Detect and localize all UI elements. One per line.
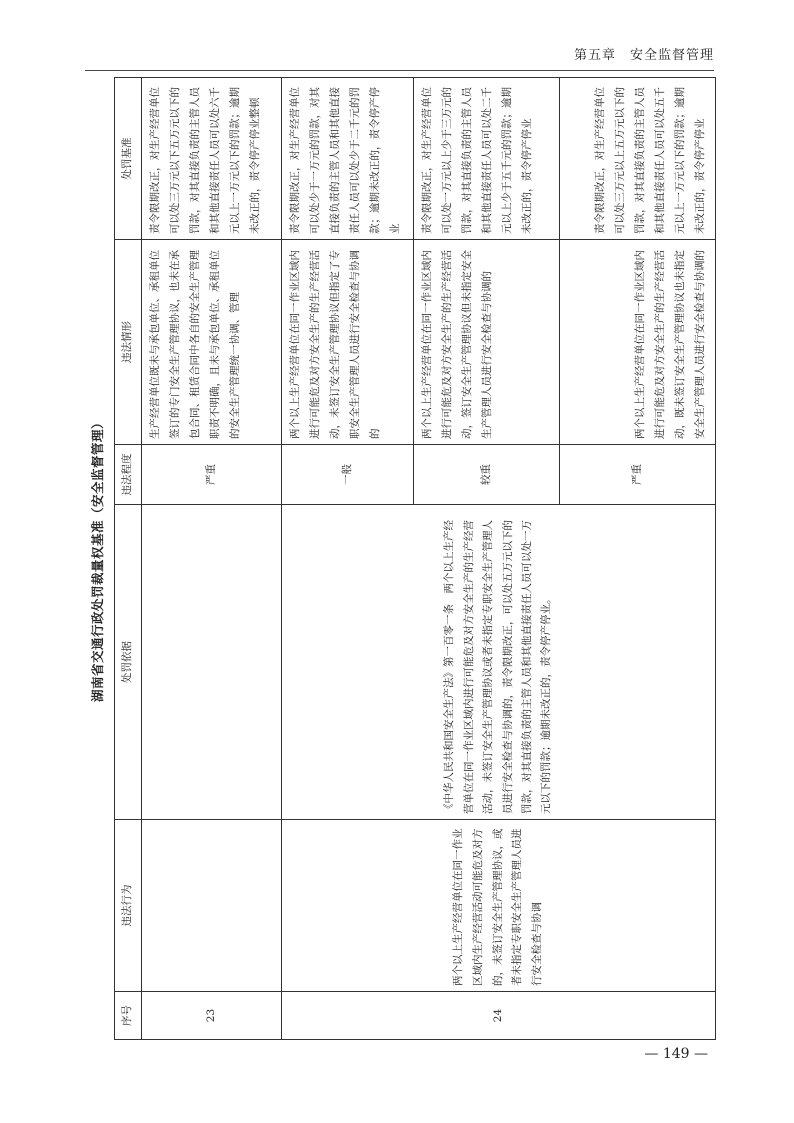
row23-degree: 严重 [142, 445, 282, 505]
row23-standard: 责令限期改正，对生产经营单位可以处三万元以下五万元以下的罚款，对其直接负责的主管人员和其他直接责任人员可以处六千元以上一万元以下的罚款；逾期未改正的，责令停产停业整顿 [142, 78, 282, 240]
row23-basis [142, 505, 282, 820]
header-rule [85, 70, 714, 71]
header-degree: 违法程度 [115, 445, 142, 505]
table-row [282, 78, 414, 1040]
row24-situation-3: 两个以上生产经营单位在同一作业区域内进行可能危及对方安全生产的生产经营活动，既未签订安全生产管理协议也未指定安全生产管理人员进行安全检查与协调的 [560, 240, 716, 445]
row24-standard-2: 责令限期改正，对生产经营单位可以处一万元以上少于三万元的罚款，对其直接负责的主管人员和其他直接责任人员可以处二千元以上少于五千元的罚款；逾期未改正的，责令停产停业 [414, 78, 560, 240]
row24-standard-1: 责令限期改正，对生产经营单位可以处少于一万元的罚款，对其直接负责的主管人员和其他直接责任人员可以处少于二千元的罚款；逾期未改正的，责令停产停业 [282, 78, 414, 240]
header-act: 违法行为 [115, 820, 142, 992]
row23-no: 23 [142, 992, 282, 1040]
header-standard: 处罚基准 [115, 78, 142, 240]
row24-degree-2: 较重 [414, 445, 560, 505]
header-situation: 违法情形 [115, 240, 142, 445]
row24-standard-3: 责令限期改正，对生产经营单位可以处三万元以上五万元以下的罚款，对其直接负责的主管人员和其他直接责任人员可以处五千元以上一万元以下的罚款；逾期未改正的，责令停产停业 [560, 78, 716, 240]
row24-basis: 《中华人民共和国安全生产法》第一百零一条 两个以上生产经营单位在同一作业区域内进行可能危及对方安全生产的生产经营活动，未签订安全生产管理协议或者未指定专职安全生产管理人员进行安全检查与协调的，责令限期改正，可以处五万元以下的罚款，对其直接负责的主管人员和其他直接责任人员可以处一万元以下的罚款；逾期未改正的，责令停产停业。 [282, 505, 716, 820]
row24-degree-3: 严重 [560, 445, 716, 505]
row24-degree-1: 一般 [282, 445, 414, 505]
chapter-header: 第五章 安全监督管理 [573, 48, 714, 63]
row23-situation: 生产经营单位既未与承包单位、承租单位签订的专门安全生产管理协议，也未在承包合同、租赁合同中各自的安全生产管理职责不明确，且未与承包单位、承租单位的安全生产管理统一协调、管理 [142, 240, 282, 445]
penalty-table [114, 77, 716, 1040]
table-row [142, 78, 282, 1040]
row24-situation-2: 两个以上生产经营单位在同一作业区域内进行可能危及对方安全生产的生产经营活动，签订安全生产管理协议但未指定安全生产管理人员进行安全检查与协调的 [414, 240, 560, 445]
row24-no: 24 [282, 992, 716, 1040]
row24-situation-1: 两个以上生产经营单位在同一作业区域内进行可能危及对方安全生产的生产经营活动，未签订安全生产管理协议但指定了专职安全生产管理人员进行安全检查与协调的 [282, 240, 414, 445]
table-title: 湖南省交通行政处罚裁量权基准（安全监督管理） [90, 416, 105, 703]
row23-act [142, 820, 282, 992]
header-no: 序号 [115, 992, 142, 1040]
page-number: — 149 — [644, 1046, 708, 1062]
table-header-row [115, 78, 142, 1040]
rotated-table-stage [90, 78, 710, 1040]
header-basis: 处罚依据 [115, 505, 142, 820]
row24-act: 两个以上生产经营单位在同一作业区域内生产经营活动可能危及对方的，未签订安全生产管理协议，或者未指定专职安全生产管理人员进行安全检查与协调 [282, 820, 716, 992]
